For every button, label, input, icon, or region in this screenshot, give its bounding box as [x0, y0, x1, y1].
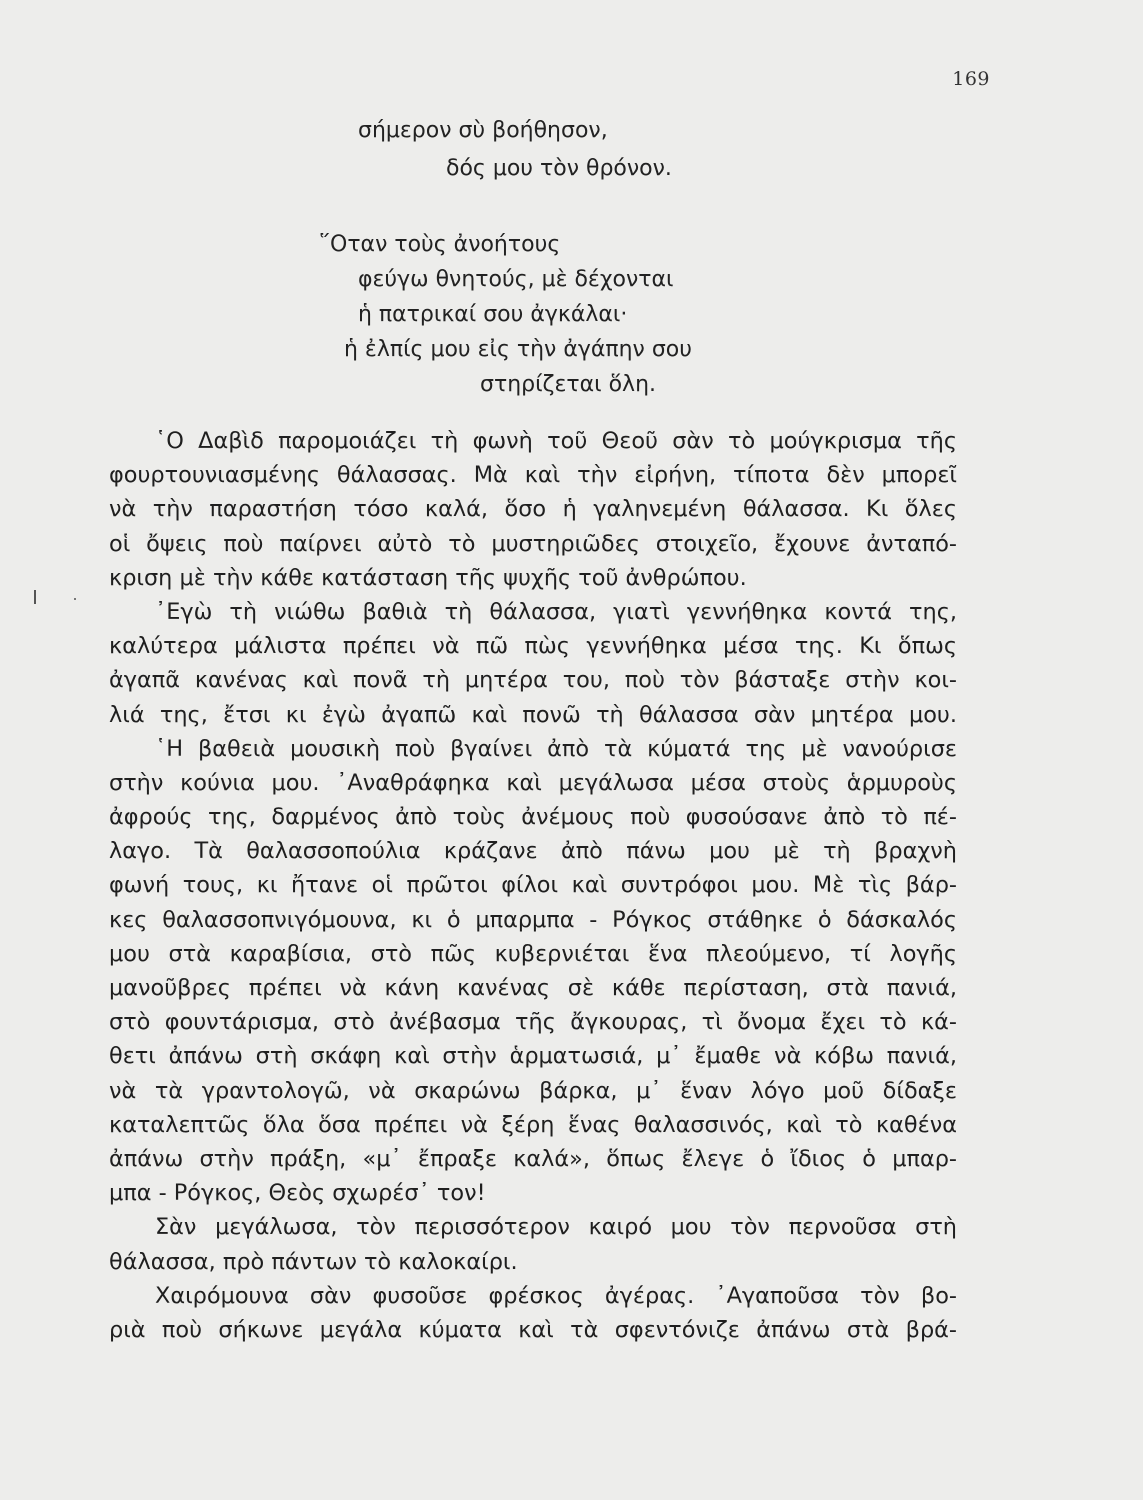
- verse-line: δός μου τὸν θρόνον.: [446, 156, 672, 181]
- verse-line: ἡ ἐλπίς μου εἰς τὴν ἀγάπην σου: [344, 337, 692, 362]
- prose-line: ἀπάνω στὴν πράξη, «μ᾿ ἔπραξε καλά», ὅπως ἔλεγε ὁ ἴδιος ὁ μπαρ-: [109, 1145, 957, 1172]
- verse-line: στηρίζεται ὅλη.: [480, 372, 656, 397]
- prose-line: ῾Η βαθειὰ μουσικὴ ποὺ βγαίνει ἀπὸ τὰ κύματά της μὲ νανούρισε: [155, 735, 957, 762]
- prose-line: θετι ἀπάνω στὴ σκάφη καὶ στὴν ἁρματωσιά, μ᾿ ἔμαθε νὰ κόβω πανιά,: [109, 1043, 957, 1070]
- prose-line: ριὰ ποὺ σήκωνε μεγάλα κύματα καὶ τὰ σφεντόνιζε ἀπάνω στὰ βρά-: [109, 1316, 957, 1343]
- margin-mark: [34, 590, 36, 604]
- margin-dot: [74, 598, 76, 600]
- prose-line: στὴν κούνια μου. ᾿Αναθράφηκα καὶ μεγάλωσα μέσα στοὺς ἁρμυροὺς: [109, 769, 957, 796]
- prose-line: καλύτερα μάλιστα πρέπει νὰ πῶ πὼς γεννήθηκα μέσα της. Κι ὅπως: [109, 633, 957, 660]
- verse-line: ἡ πατρικαί σου ἀγκάλαι·: [358, 302, 628, 327]
- prose-line: καταλεπτῶς ὅλα ὅσα πρέπει νὰ ξέρη ἕνας θαλασσινός, καὶ τὸ καθένα: [109, 1111, 957, 1138]
- prose-line: θάλασσα, πρὸ πάντων τὸ καλοκαίρι.: [109, 1248, 518, 1275]
- prose-line: λαγο. Τὰ θαλασσοπούλια κράζανε ἀπὸ πάνω μου μὲ τὴ βραχνὴ: [109, 838, 957, 865]
- prose-line: μανοῦβρες πρέπει νὰ κάνη κανένας σὲ κάθε περίσταση, στὰ πανιά,: [109, 975, 957, 1001]
- prose-line: Χαιρόμουνα σὰν φυσοῦσε φρέσκος ἀγέρας. ᾿Αγαποῦσα τὸν βο-: [155, 1282, 957, 1309]
- prose-line: ᾿Εγὼ τὴ νιώθω βαθιὰ τὴ θάλασσα, γιατὶ γεννήθηκα κοντά της,: [155, 598, 957, 625]
- verse-line: σήμερον σὺ βοήθησον,: [358, 118, 608, 143]
- prose-line: κες θαλασσοπνιγόμουνα, κι ὁ μπαρμπα - Ρόγκος στάθηκε ὁ δάσκαλός: [109, 906, 957, 933]
- verse-line: ῞Οταν τοὺς ἀνοήτους: [319, 232, 561, 257]
- page-number: 169: [952, 68, 990, 90]
- prose-line: φωνή τους, κι ἤτανε οἱ πρῶτοι φίλοι καὶ συντρόφοι μου. Μὲ τὶς βάρ-: [109, 872, 957, 899]
- prose-line: μπα - Ρόγκος, Θεὸς σχωρέσ᾿ τον!: [109, 1180, 486, 1207]
- prose-line: Σὰν μεγάλωσα, τὸν περισσότερον καιρό μου τὸν περνοῦσα στὴ: [155, 1214, 957, 1241]
- prose-block: [109, 424, 957, 1347]
- prose-line: οἱ ὄψεις ποὺ παίρνει αὐτὸ τὸ μυστηριῶδες στοιχεῖο, ἔχουνε ἀνταπό-: [109, 530, 957, 557]
- verse-line: φεύγω θνητούς, μὲ δέχονται: [358, 267, 674, 292]
- prose-line: μου στὰ καραβίσια, στὸ πῶς κυβερνιέται ἕνα πλεούμενο, τί λογῆς: [109, 940, 957, 967]
- prose-line: νὰ τὰ γραντολογῶ, νὰ σκαρώνω βάρκα, μ᾿ ἕναν λόγο μοῦ δίδαξε: [109, 1077, 957, 1104]
- prose-line: νὰ τὴν παραστήση τόσο καλά, ὅσο ἡ γαληνεμένη θάλασσα. Κι ὅλες: [109, 496, 957, 523]
- prose-line: φουρτουνιασμένης θάλασσας. Μὰ καὶ τὴν εἰρήνη, τίποτα δὲν μπορεῖ: [109, 462, 957, 489]
- prose-line: ῾Ο Δαβὶδ παρομοιάζει τὴ φωνὴ τοῦ Θεοῦ σὰν τὸ μούγκρισμα τῆς: [155, 428, 957, 454]
- prose-line: στὸ φουντάρισμα, στὸ ἀνέβασμα τῆς ἄγκουρας, τὶ ὄνομα ἔχει τὸ κά-: [109, 1009, 957, 1036]
- prose-line: λιά της, ἔτσι κι ἐγὼ ἀγαπῶ καὶ πονῶ τὴ θάλασσα σὰν μητέρα μου.: [109, 701, 957, 728]
- prose-line: κριση μὲ τὴν κάθε κατάσταση τῆς ψυχῆς τοῦ ἀνθρώπου.: [109, 564, 747, 591]
- prose-line: ἀγαπᾶ κανένας καὶ πονᾶ τὴ μητέρα του, ποὺ τὸν βάσταξε στὴν κοι-: [109, 667, 957, 694]
- prose-line: ἀφρούς της, δαρμένος ἀπὸ τοὺς ἀνέμους ποὺ φυσούσανε ἀπὸ τὸ πέ-: [109, 804, 957, 831]
